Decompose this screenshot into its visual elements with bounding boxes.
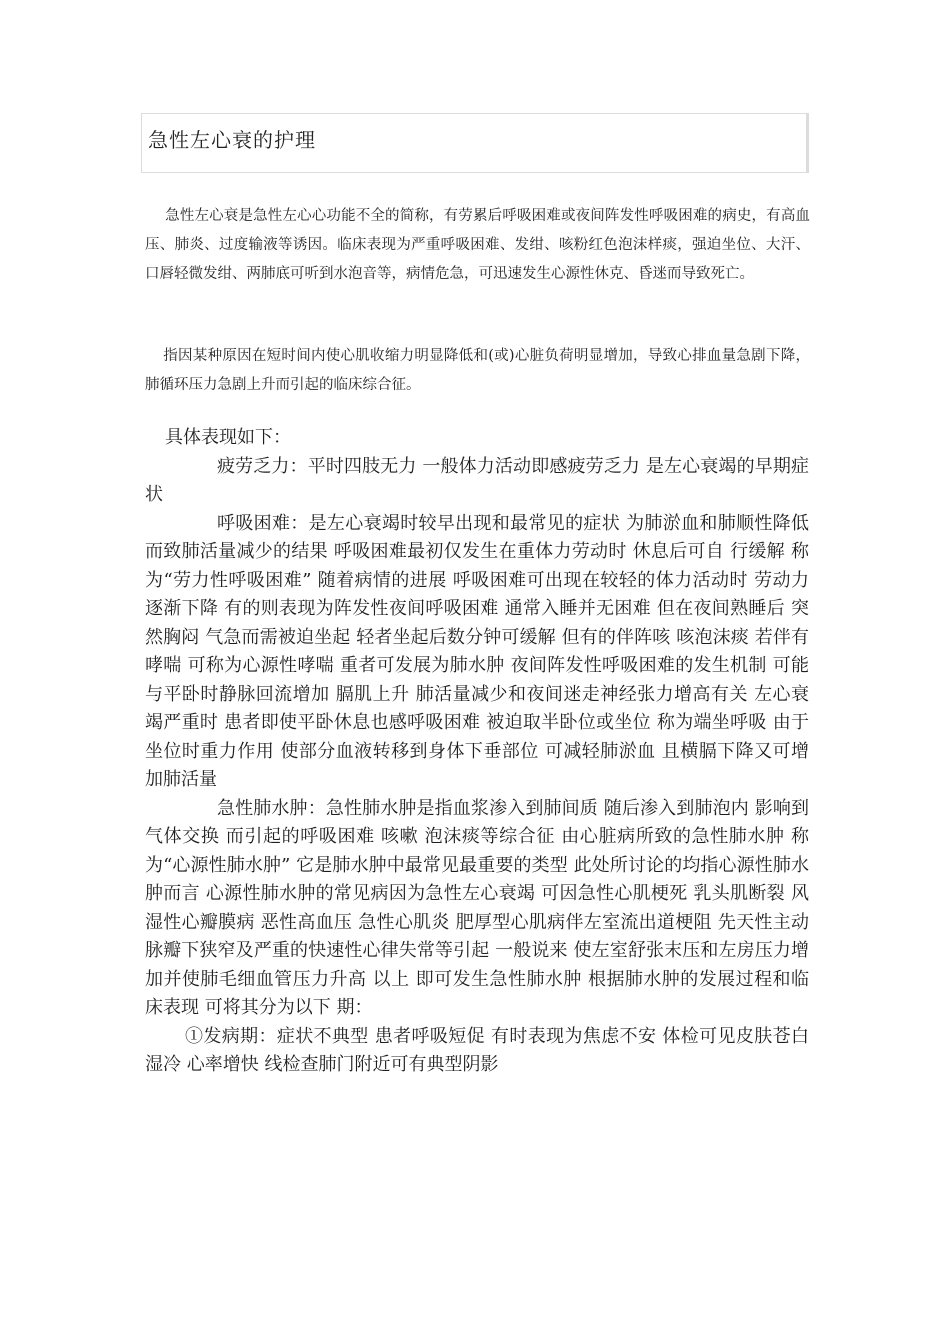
dyspnea-paragraph: 呼吸困难：是左心衰竭时较早出现和最常见的症状 为肺淤血和肺顺性降低而致肺活量减少的结果 呼吸困难最初仅发生在重体力劳动时 休息后可自 行缓解 称为“劳力性呼吸困难” 随着病情的进展 呼吸困难可出现在较轻的体力活动时 劳动力逐渐下降 有的则表现为阵发性夜间呼吸困难 通常入睡并无困难 但在夜间熟睡后 突然胸闷 气急而需被迫坐起 轻者坐起后数分钟可缓解 但有的伴阵咳 咳泡沫痰 若伴有哮喘 可称为心源性哮喘 重者可发展为肺水肿 夜间阵发性呼吸困难的发生机制 可能与平卧时静脉回流增加 膈肌上升 肺活量减少和夜间迷走神经张力增高有关 左心衰竭严重时 患者即使平卧休息也感呼吸困难 被迫取半卧位或坐位 称为端坐呼吸 由于坐位时重力作用 使部分血液转移到身体下垂部位 可减轻肺淤血 且横膈下降又可增加肺活量 [145,512,809,790]
intro-text-2: 指因某种原因在短时间内使心肌收缩力明显降低和(或)心脏负荷明显增加，导致心排血量急剧下降，肺循环压力急剧上升而引起的临床综合征。 [145,348,810,393]
page-title: 急性左心衰的护理 [148,128,316,152]
body-content [145,424,809,1080]
edema-paragraph: 急性肺水肿：急性肺水肿是指血浆渗入到肺间质 随后渗入到肺泡内 影响到气体交换 而引起的呼吸困难 咳嗽 泡沫痰等综合征 由心脏病所致的急性肺水肿 称为“心源性肺水肿” 它是肺水肿中最常见最重要的类型 此处所讨论的均指心源性肺水肿而言 心源性肺水肿的常见病因为急性左心衰竭 可因急性心肌梗死 乳头肌断裂 风湿性心瓣膜病 恶性高血压 急性心肌炎 肥厚型心肌病伴左室流出道梗阻 先天性主动脉瓣下狭窄及严重的快速性心律失常等引起 一般说来 使左室舒张末压和左房压力增加并使肺毛细血管压力升高 以上 即可发生急性肺水肿 根据肺水肿的发展过程和临床表现 可将其分为以下 期： [145,797,809,1018]
intro-paragraph-2 [145,342,810,400]
stage1-paragraph: ①发病期：症状不典型 患者呼吸短促 有时表现为焦虑不安 体检可见皮肤苍白湿冷 心率增快 线检查肺门附近可有典型阴影 [145,1025,809,1075]
title-box [141,113,809,173]
intro-text-1: 急性左心衰是急性左心心功能不全的简称，有劳累后呼吸困难或夜间阵发性呼吸困难的病史，有高血压、肺炎、过度输液等诱因。临床表现为严重呼吸困难、发绀、咳粉红色泡沫样痰，强迫坐位、大汗、口唇轻微发绀、两肺底可听到水泡音等，病情危急，可迅速发生心源性休克、昏迷而导致死亡。 [145,208,810,282]
lead-line: 具体表现如下： [165,427,291,448]
fatigue-paragraph: 疲劳乏力：平时四肢无力 一般体力活动即感疲劳乏力 是左心衰竭的早期症状 [145,455,809,505]
intro-paragraph-1 [145,202,810,289]
